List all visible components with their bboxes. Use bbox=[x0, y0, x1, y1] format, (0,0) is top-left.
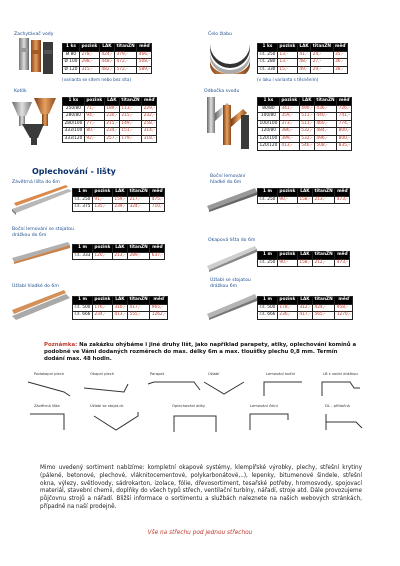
th: měď bbox=[335, 297, 353, 305]
caption-zavetrna: Závětrná lišta do 6m bbox=[12, 180, 60, 185]
th: LAK bbox=[297, 297, 312, 305]
table-kotlik bbox=[62, 97, 157, 143]
th: pozink bbox=[281, 98, 298, 103]
profile-label: Oplechování atiky bbox=[172, 404, 206, 408]
table-row: Ø 120 315,- 482,- 572,- 589,- bbox=[64, 66, 150, 72]
table-row: r.š. 500 176,- 310,- 417,- 965,- bbox=[73, 304, 168, 312]
table-row: 280/100 77,- 215,- 149,- 258,- bbox=[64, 120, 155, 126]
th: titanZN bbox=[312, 44, 332, 49]
celo-photo bbox=[206, 38, 254, 74]
th: 1 m bbox=[258, 189, 278, 197]
table-row: 333/120 92,- 257,- 179,- 318,- bbox=[64, 135, 155, 141]
table-okapova bbox=[257, 251, 350, 267]
section-title-oplechovani: Oplechování - lišty bbox=[32, 167, 116, 176]
th: pozink bbox=[279, 189, 296, 194]
table-row: r.š. 333 120,- 213,- 289,- 637,- bbox=[74, 252, 163, 258]
poznamka-text: Na zakázku ohýbáme i jiné druhy lišt, jako například parapety, atiky, oplechování komínů a podobně ve Vámi dodaných rozměrech do max. délky 6m a max. tloušťky plechu 0,8 mm. Termín dodání max. 48 hodin. bbox=[44, 342, 357, 363]
table-row: r.š. 280 13,- 48,- 27,- 36,- bbox=[258, 59, 348, 67]
th: měď bbox=[335, 252, 350, 260]
th: 1 ks bbox=[258, 44, 278, 52]
table-uzlabi-stojate bbox=[257, 296, 353, 320]
table-row: 250/80 71,- 189,- 113,- 229,- bbox=[63, 105, 157, 113]
table-uzlabi-hladke bbox=[72, 296, 168, 320]
caption-bocni-hladke: Boční lemování hladké do 6m bbox=[210, 174, 246, 185]
th: LAK bbox=[99, 44, 114, 52]
footer-slogan: Vše na střechu pod jednou střechou bbox=[147, 530, 253, 536]
table-row: r.š. 375 135,- 239,- 324,- 710,- bbox=[74, 204, 163, 209]
odbocka-photo bbox=[203, 95, 255, 150]
table-row: r.š. 666 236,- 417,- 565,- 1270,- bbox=[259, 312, 351, 317]
profile-label: Podokapní plech bbox=[34, 372, 65, 376]
table-row: 80/80 341,- 490,- 436,- 726,- bbox=[258, 105, 352, 113]
uzlabi-stojate-photo bbox=[205, 290, 259, 320]
bocni-hladke-photo bbox=[205, 186, 259, 212]
th: LAK bbox=[299, 44, 309, 49]
caption-bocni-stojaty: Boční lemování se stojatou drážkou do 6m bbox=[12, 227, 75, 238]
th: 1 ks bbox=[63, 44, 80, 52]
caption-kotlik: Kotlík bbox=[14, 89, 27, 94]
table-row: r.š. 666 234,- 413,- 555,- 1262,- bbox=[74, 312, 166, 317]
table-odbocka bbox=[257, 97, 352, 151]
th: měď bbox=[137, 44, 152, 52]
th: titanZN bbox=[116, 44, 135, 49]
th: 1 m bbox=[73, 189, 93, 197]
th: titanZN bbox=[314, 252, 333, 257]
th: pozink bbox=[86, 98, 103, 103]
th: 1 m bbox=[258, 252, 278, 260]
th: 1 m bbox=[73, 297, 93, 305]
th: pozink bbox=[94, 245, 111, 250]
table-row: Ø 100 298,- 448,- 472,- 508,- bbox=[64, 59, 150, 64]
caption-celo: Čelo žlabu bbox=[208, 32, 232, 37]
note-celo: (v laku i varianta s těsněním) bbox=[257, 77, 319, 82]
table-row: r.š. 250 91,- 159,- 217,- 475,- bbox=[74, 196, 163, 202]
th: pozink bbox=[279, 297, 296, 302]
table-row: 100/80 359,- 511,- 440,- 741,- bbox=[258, 113, 352, 121]
caption-zachytavac: Zachytávač vody bbox=[14, 32, 54, 37]
bocni-stojaty-photo bbox=[10, 240, 72, 264]
th: měď bbox=[335, 189, 350, 197]
table-celo bbox=[257, 43, 348, 74]
table-row: r.š. 250 90,- 158,- 212,- 473,- bbox=[259, 259, 348, 265]
th: pozink bbox=[279, 252, 296, 257]
profile-label: Lemování čelní bbox=[250, 404, 278, 408]
th: titanZN bbox=[314, 297, 333, 302]
table-bocni-stojaty bbox=[72, 244, 165, 260]
table-row: Ø 80 278,- 424,- 379,- 466,- bbox=[63, 51, 152, 59]
th: pozink bbox=[279, 44, 296, 49]
zachytavac-photo bbox=[16, 36, 56, 78]
profile-label: LB s vodní drážkou bbox=[323, 372, 358, 376]
profile-label: Úžlabí bbox=[208, 372, 220, 376]
profile-label: Úžlabí se stojat.dr. bbox=[90, 404, 125, 408]
sortiment-paragraph: Mimo uvedený sortiment nabízíme: kompletní okapové systémy, klempířské výrobky, plechy, střešní krytiny (pálené, betonové, plechové, vláknitocementové, polykarbonátové,..), lepenky, bitumenové šindele, střešní okna, výlezy, světlovody, sádrokarton, izolace, fólie, dřevosortiment, tesařské potřeby, hromosvody, spojovací materiál, stavební chemii, doplňky do všech typů střech, ventilační turbíny, nářadí, stroje atd. Dále provozujeme půjčovnu strojů a nářadí. Bližší informace o sortimentu a službách naleznete na našich webových stránkách, případně na naší prodejně. bbox=[40, 465, 362, 510]
okapova-photo bbox=[205, 244, 259, 272]
th: LAK bbox=[112, 245, 127, 253]
table-zavetrna bbox=[72, 188, 165, 212]
caption-okapova: Okapová lišta do 6m bbox=[208, 238, 256, 243]
th: titanZN bbox=[316, 98, 335, 103]
profile-label: Okapní plech bbox=[90, 372, 115, 376]
note-zachytavac: (varianta se sítem nebo bez síta) bbox=[62, 77, 132, 82]
table-row: 333/100 80,- 234,- 151,- 314,- bbox=[64, 128, 155, 133]
th: pozink bbox=[94, 189, 111, 194]
th: LAK bbox=[112, 297, 127, 305]
profile-label: Lemování boční bbox=[266, 372, 296, 376]
uzlabi-hladke-photo bbox=[10, 290, 72, 322]
th: měď bbox=[142, 98, 157, 106]
profiles-row2-drawing bbox=[24, 410, 376, 436]
caption-uzlabi-hladke: Úžlabí hladké do 6m bbox=[12, 284, 59, 289]
poznamka-note bbox=[44, 342, 360, 364]
th: 1 ks bbox=[63, 98, 85, 106]
kotlik-photo bbox=[10, 94, 60, 146]
table-row: 280/80 94,- 230,- 215,- 232,- bbox=[63, 113, 157, 121]
th: měď bbox=[150, 189, 165, 197]
caption-uzlabi-stojate: Úžlabí se stojatou drážkou 6m bbox=[210, 278, 251, 289]
th: měď bbox=[337, 98, 352, 106]
table-row: r.š. 330 15,- 49,- 29,- 38,- bbox=[258, 66, 348, 74]
th: LAK bbox=[297, 252, 312, 260]
table-bocni-hladke bbox=[257, 188, 350, 204]
caption-odbocka: Odbočka svodu bbox=[204, 89, 240, 94]
table-row: r.š. 250 90,- 158,- 213,- 473,- bbox=[259, 196, 348, 202]
table-row: r.š. 250 13,- 41,- 24,- 35,- bbox=[258, 51, 348, 59]
th: LAK bbox=[104, 98, 119, 106]
table-zachytavac bbox=[62, 43, 152, 74]
th: titanZN bbox=[121, 98, 140, 103]
th: 1 m bbox=[73, 245, 93, 253]
table-row: 120/120 413,- 546,- 508,- 835,- bbox=[259, 143, 350, 148]
th: měď bbox=[150, 297, 168, 305]
table-row: r.š. 500 178,- 312,- 424,- 958,- bbox=[258, 304, 353, 312]
th: titanZN bbox=[129, 297, 148, 302]
th: LAK bbox=[299, 98, 314, 106]
profiles-row1-drawing bbox=[24, 378, 376, 398]
table-row: 100/100 373,- 511,- 460,- 774,- bbox=[259, 120, 350, 126]
th: pozink bbox=[81, 44, 98, 49]
th: LAK bbox=[112, 189, 127, 197]
th: měď bbox=[335, 44, 346, 49]
th: pozink bbox=[94, 297, 111, 302]
th: titanZN bbox=[129, 189, 148, 194]
th: titanZN bbox=[314, 189, 333, 194]
th: titanZN bbox=[129, 245, 148, 250]
table-row: 120/100 399,- 532,- 496,- 800,- bbox=[259, 135, 350, 141]
profile-label: Parapet bbox=[150, 372, 165, 376]
profile-label: Závětrná lišta bbox=[34, 404, 60, 408]
poznamka-lead: Poznámka: bbox=[44, 342, 78, 348]
table-row: 120/80 386,- 532,- 484,- 800,- bbox=[258, 128, 352, 136]
th: LAK bbox=[297, 189, 312, 197]
th: měď bbox=[150, 245, 165, 253]
th: 1 ks bbox=[258, 98, 280, 106]
zavetrna-photo bbox=[10, 185, 74, 215]
profile-label: DL - přítlačná bbox=[325, 404, 350, 408]
th: 1 m bbox=[258, 297, 278, 305]
